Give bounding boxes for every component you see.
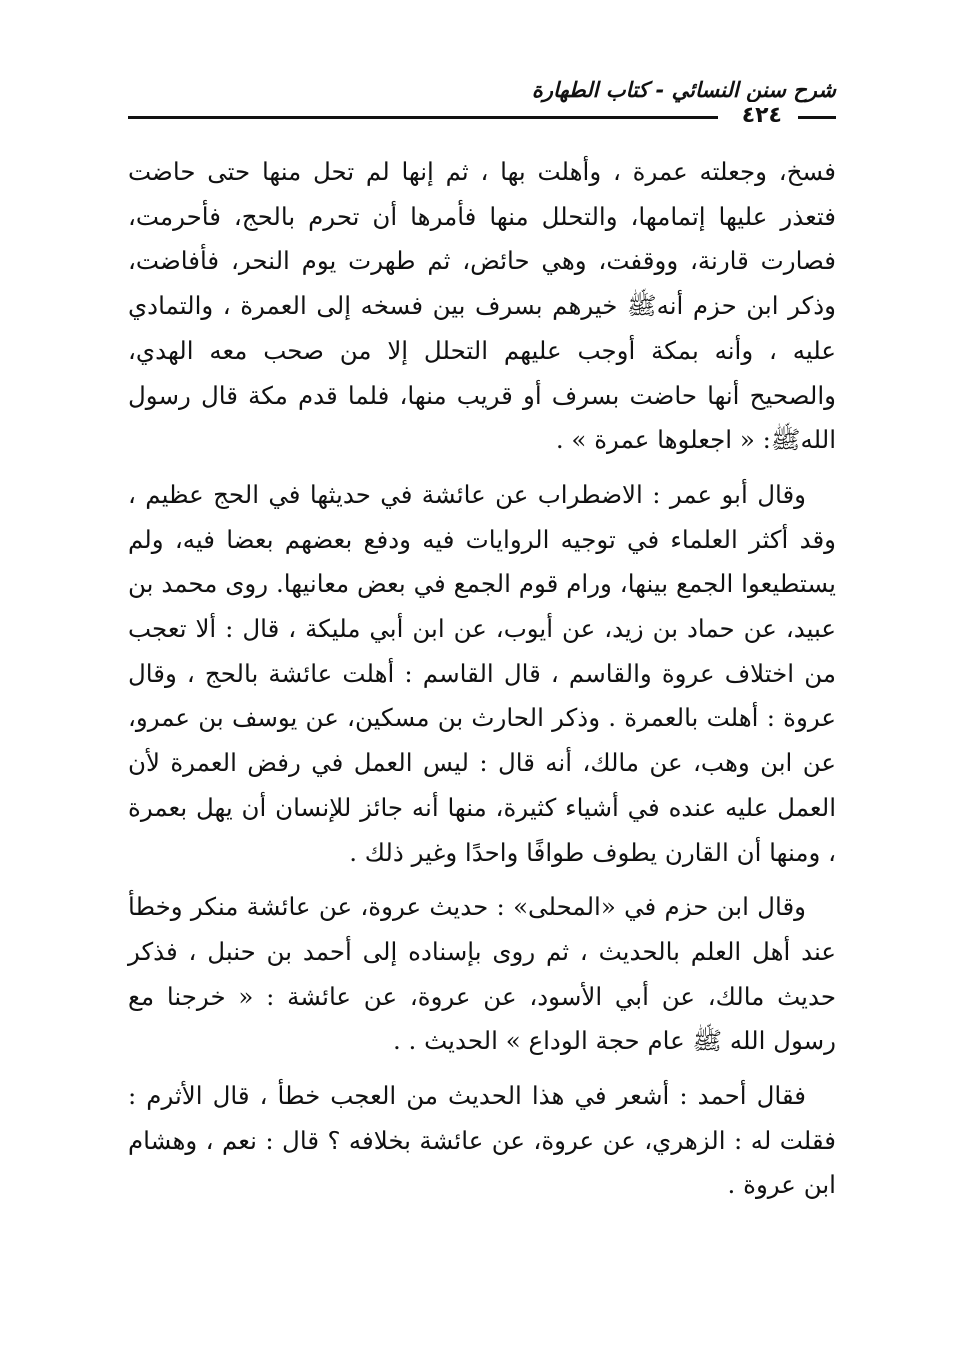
paragraph-2: وقال أبو عمر : الاضطراب عن عائشة في حديثها في الحج عظيم ، وقد أكثر العلماء في توجيه الروايات فيه ودفع بعضهم بعضا فيه، ولم يستطيعوا الجمع بينها، ورام قوم الجمع في بعض معانيها. روى محمد بن عبيد، عن حماد بن زيد، عن أيوب، عن ابن أبي مليكة ، قال : ألا تعجب من اختلاف عروة والقاسم ، قال القاسم : أهلت عائشة بالحج ، وقال عروة : أهلت بالعمرة . وذكر الحارث بن مسكين، عن يوسف بن عمرو، عن ابن وهب، عن مالك، أنه قال : ليس العمل في رفض العمرة لأن العمل عليه عنده في أشياء كثيرة، منها أنه جائز للإنسان أن يهل بعمرة ، ومنها أن القارن يطوف طوافًا واحدًا وغير ذلك . xyxy=(128,479,836,867)
paragraph-1: فسخ، وجعلته عمرة ، وأهلت بها ، ثم إنها لم تحل منها حتى حاضت فتعذر عليها إتمامها، والتحلل منها فأمرها أن تحرم بالحج، فأحرمت، فصارت قارنة، ووقفت، وهي حائض، ثم طهرت يوم النحر، فأفاضت، وذكر ابن حزم أنهﷺ خيرهم بسرف بين فسخه إلى العمرة ، والتمادي عليه ، وأنه بمكة أوجب عليهم التحلل إلا من صحب معه الهدي، والصحيح أنها حاضت بسرف أو قريب منها، فلما قدم مكة قال رسول اللهﷺ: « اجعلوها عمرة » . xyxy=(128,157,836,455)
page-header xyxy=(128,70,836,126)
page-number: ٤٢٤ xyxy=(736,102,788,130)
paragraph-4: فقال أحمد : أشعر في هذا الحديث من العجب خطأ ، قال الأثرم : فقلت له : الزهري، عن عروة، عن عائشة بخلافه ؟ قال : نعم ، وهشام ابن عروة . xyxy=(128,1081,836,1200)
book-title: شرح سنن النسائي - كتاب الطهارة xyxy=(531,78,836,102)
header-rule xyxy=(128,116,718,119)
paragraph-3: وقال ابن حزم في «المحلى» : حديث عروة، عن عائشة منكر وخطأ عند أهل العلم بالحديث ، ثم روى بإسناده إلى أحمد بن حنبل ، فذكر حديث مالك، عن أبي الأسود، عن عروة، عن عائشة : « خرجنا مع رسول الله ﷺ عام حجة الوداع » الحديث . . xyxy=(128,892,836,1056)
body-text xyxy=(128,150,836,1208)
header-rule-end xyxy=(798,116,836,119)
